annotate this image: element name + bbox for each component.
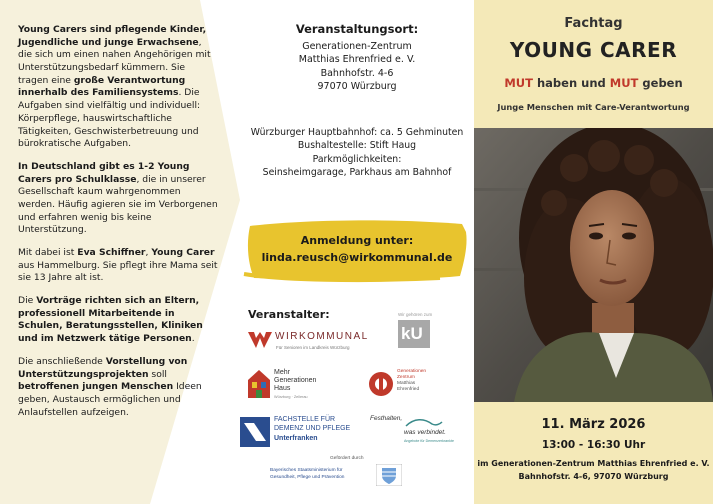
event-subheadline (474, 76, 713, 90)
venue-address (240, 40, 474, 94)
wirkommunal-subtext: Für Senioren im Landkreis Würzburg (276, 345, 350, 350)
festhalten-text-1: Festhalten, (370, 415, 403, 422)
house-icon (248, 370, 270, 398)
ministry-text-2: Gesundheit, Pflege und Prävention (270, 475, 345, 480)
gz-text-3: Matthias (397, 381, 416, 386)
left-panel (0, 0, 240, 504)
wirkommunal-text: WIRKOMMUNAL (275, 331, 369, 342)
mgh-text-1: Mehr (274, 369, 290, 376)
fachstelle-text-2: DEMENZ UND PFLEGE (274, 425, 351, 432)
mgh-subtext: Würzburg · Zellerau (274, 395, 308, 399)
registration-email-link[interactable]: linda.reusch@wirkommunal.de (261, 251, 453, 264)
transport-line: Bushaltestelle: Stift Haug (297, 140, 417, 152)
right-panel (474, 0, 713, 504)
mut-word: MUT (504, 76, 533, 90)
paragraph-projects: Die anschließende Vorstellung von Unterstützungsprojekten soll betroffenen jungen Menschen Ideen geben, Austausch ermöglichen und Anlaufstellen aufzeigen. (18, 355, 202, 418)
festhalten-text-3: Angebote für Demenzerkrankte (404, 439, 454, 443)
paragraph-speaker: Mit dabei ist Eva Schiffner, Young Carer aus Hammelburg. Sie pflegt ihre Mama seit sie 13 Jahre alt ist. (18, 247, 218, 284)
fachstelle-text-1: FACHSTELLE FÜR (274, 416, 336, 423)
festhalten-logo (370, 414, 465, 450)
transport-line: Seinsheimgarage, Parkhaus am Bahnhof (262, 167, 452, 179)
ku-caption: Wir gehören zum (398, 312, 433, 317)
event-date: 11. März 2026 (541, 417, 646, 432)
info-text (18, 24, 218, 429)
subheadline-end: geben (638, 76, 683, 90)
event-place-line: im Generationen-Zentrum Matthias Ehrenfried e. V. (477, 459, 710, 468)
fachstelle-demenz-logo (240, 414, 365, 450)
wirkommunal-logo (248, 328, 378, 358)
venue-line: Generationen-Zentrum (302, 41, 412, 52)
gz-text-2: Zentrum (397, 375, 415, 380)
organizer-label: Veranstalter: (248, 308, 330, 321)
gz-emblem-icon (368, 371, 394, 397)
venue-title: Veranstaltungsort: (295, 22, 419, 36)
festhalten-text-2: was verbindet. (404, 429, 446, 436)
ku-text: kU (401, 324, 423, 343)
ministry-text-1: Bayerisches Staatsministerium für (270, 468, 343, 473)
transport-line: Parkmöglichkeiten: (312, 153, 402, 165)
subheadline-mid: haben und (532, 76, 610, 90)
middle-panel (240, 0, 474, 504)
registration-box (240, 216, 474, 284)
paragraph-audience: Die Vorträge richten sich an Eltern, professionell Mitarbeitende in Schulen, Beratungsstellen, Kliniken und im Netzwerk tätige Personen. (18, 295, 203, 345)
event-type: Fachtag (564, 16, 623, 31)
ku-logo (398, 312, 438, 352)
wirkommunal-icon (248, 330, 272, 350)
portrait-photo (474, 128, 713, 402)
paragraph-young-carers: Young Carers sind pflegende Kinder, Jugendliche und junge Erwachsene, die sich um einen nahen Angehörigen mit Unterstützungsbedarf kümmern. Sie tragen eine große Verantwortung innerhalb des Familiensystems. Die Aufgaben sind vielfältig und individuell: Körperpflege, hauswirtschaftliche Tätigkeiten, Geschwisterbetreuung und bürokratische Aufgaben. (18, 24, 211, 150)
venue-line: Matthias Ehrenfried e. V. (298, 54, 416, 66)
event-place-line: Bahnhofstr. 4-6, 97070 Würzburg (518, 472, 669, 481)
brush-stroke-shape (240, 216, 474, 284)
event-tagline: Junge Menschen mit Care-Verantwortung (497, 102, 690, 112)
bavarian-coat-of-arms-icon (376, 464, 402, 486)
registration-label: Anmeldung unter: (300, 234, 414, 247)
transport-line: Würzburger Hauptbahnhof: ca. 5 Gehminuten (250, 127, 464, 138)
venue-line: 97070 Würzburg (317, 81, 397, 93)
mut-word: MUT (609, 76, 639, 90)
event-time: 13:00 - 16:30 Uhr (541, 439, 646, 451)
fachstelle-text-3: Unterfranken (274, 435, 318, 442)
funded-by-label: Gefördert durch (330, 456, 364, 461)
venue-line: Bahnhofstr. 4-6 (320, 67, 394, 79)
hands-icon (404, 416, 444, 430)
paragraph-germany: In Deutschland gibt es 1-2 Young Carers pro Schulklasse, die in unserer Gesellschaft kaum wahrgenommen werden. Häufig agieren sie im Verborgenen und erfahren wenig bis keine Unterstützung. (18, 160, 218, 236)
gz-text-4: Ehrenfried (397, 387, 420, 392)
transport-info (240, 126, 474, 180)
generationen-zentrum-logo (368, 368, 458, 404)
ministry-logo (270, 456, 450, 496)
event-headline: YOUNG CARER (509, 38, 678, 62)
mgh-text-2: Generationen (274, 377, 317, 384)
mehrgenerationenhaus-logo (248, 368, 343, 404)
fachstelle-icon (240, 417, 270, 447)
gz-text-1: Generationen (397, 369, 427, 374)
mgh-text-3: Haus (274, 385, 291, 392)
